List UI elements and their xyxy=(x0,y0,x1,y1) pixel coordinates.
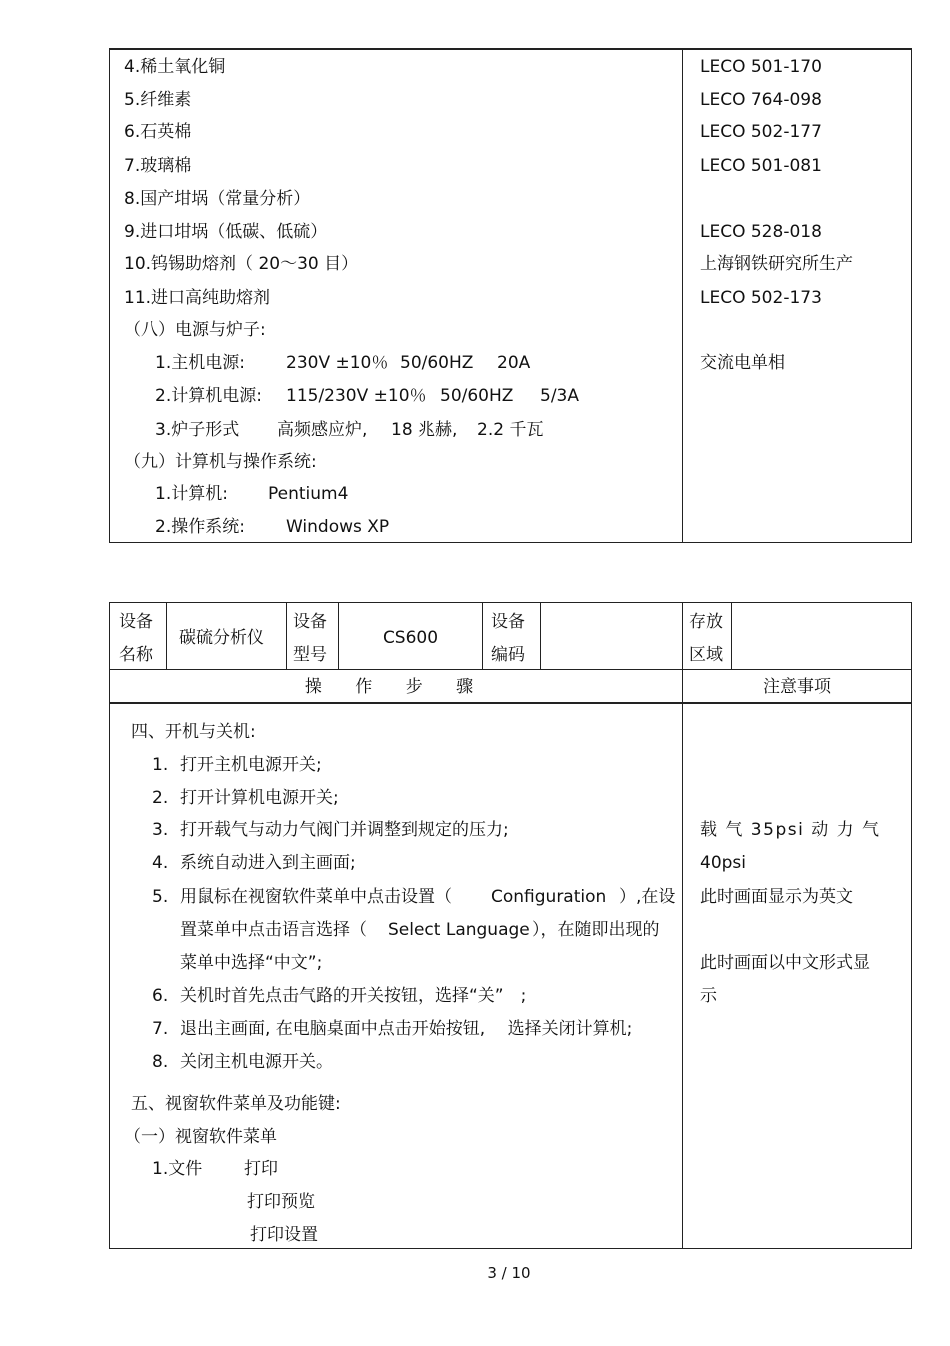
main-power-current: 20A xyxy=(497,353,531,373)
english-display-note: 此时画面显示为英文 xyxy=(700,887,853,907)
menu-file-label: 1.文件 xyxy=(152,1159,203,1179)
section-5-title: 五、视窗软件菜单及功能键: xyxy=(131,1094,341,1114)
header-divider xyxy=(731,603,732,669)
step-5-text-d: 置菜单中点击语言选择（ xyxy=(180,920,367,940)
main-power-label: 1.主机电源: xyxy=(155,353,245,373)
step-text: 退出主画面, 在电脑桌面中点击开始按钮, 选择关闭计算机; xyxy=(180,1019,633,1039)
step-text: 系统自动进入到主画面; xyxy=(180,853,356,873)
material-code: LECO 528-018 xyxy=(700,222,822,242)
main-power-note: 交流电单相 xyxy=(700,353,785,373)
header-row-border xyxy=(110,669,911,670)
step-text: 关机时首先点击气路的开关按钮，选择“关” ; xyxy=(180,986,527,1006)
gas-pressure-note: 载 气 35psi 动 力 气 xyxy=(700,820,881,840)
power-heading: （八）电源与炉子: xyxy=(124,320,266,340)
section-4-title: 四、开机与关机: xyxy=(131,722,256,742)
material-name: 6.石英棉 xyxy=(124,122,192,142)
furnace-frequency: 18 兆赫, xyxy=(391,420,458,440)
header-divider xyxy=(482,603,483,669)
steps-column-header: 操 作 步 骤 xyxy=(304,677,488,697)
procedure-table-divider xyxy=(682,603,683,1248)
menu-item-print-preview: 打印预览 xyxy=(247,1192,315,1212)
device-name-label: 设备 xyxy=(119,612,153,632)
step-number: 7. xyxy=(152,1019,169,1039)
device-name-value: 碳硫分析仪 xyxy=(179,628,264,648)
step-5-text-b: Configuration xyxy=(491,887,607,907)
step-5-text-c: ）,在设 xyxy=(619,887,676,907)
pc-power-frequency: 50/60HZ xyxy=(440,386,514,406)
material-name: 4.稀土氧化铜 xyxy=(124,57,226,77)
furnace-type: 高频感应炉, xyxy=(277,420,368,440)
material-name: 7.玻璃棉 xyxy=(124,156,192,176)
material-name: 9.进口坩埚（低碳、低硫） xyxy=(124,222,328,242)
main-power-voltage: 230V ±10％ xyxy=(286,353,389,373)
step-text: 打开载气与动力气阀门并调整到规定的压力; xyxy=(180,820,509,840)
storage-label: 存放 xyxy=(689,612,723,632)
column-header-border xyxy=(110,702,911,704)
device-model-label: 设备 xyxy=(293,612,327,632)
furnace-power: 2.2 千瓦 xyxy=(477,420,544,440)
materials-table-divider xyxy=(682,49,683,542)
step-text: 打开主机电源开关; xyxy=(180,755,322,775)
material-code: LECO 764-098 xyxy=(700,90,822,110)
step-number: 4. xyxy=(152,853,169,873)
computer-value: Pentium4 xyxy=(268,484,349,504)
step-text: 打开计算机电源开关; xyxy=(180,788,339,808)
os-label: 2.操作系统: xyxy=(155,517,245,537)
device-code-label: 设备 xyxy=(491,612,525,632)
material-code: LECO 501-170 xyxy=(700,57,822,77)
material-code: 上海钢铁研究所生产 xyxy=(700,254,853,274)
computer-label: 1.计算机: xyxy=(155,484,228,504)
header-divider xyxy=(166,603,167,669)
step-number: 8. xyxy=(152,1052,169,1072)
device-name-label: 名称 xyxy=(119,645,153,665)
os-value: Windows XP xyxy=(286,517,390,537)
step-number: 6. xyxy=(152,986,169,1006)
step-number: 5. xyxy=(152,887,169,907)
material-name: 8.国产坩埚（常量分析） xyxy=(124,189,311,209)
chinese-display-note: 此时画面以中文形式显 xyxy=(700,953,870,973)
step-number: 3. xyxy=(152,820,169,840)
page-number: 3 / 10 xyxy=(487,1264,531,1282)
device-code-label: 编码 xyxy=(491,645,525,665)
main-power-frequency: 50/60HZ xyxy=(400,353,474,373)
pc-power-label: 2.计算机电源: xyxy=(155,386,262,406)
material-code: LECO 502-173 xyxy=(700,288,822,308)
device-model-label: 型号 xyxy=(293,645,327,665)
chinese-display-note-2: 示 xyxy=(700,986,717,1006)
material-name: 5.纤维素 xyxy=(124,90,192,110)
menu-item-print-setup: 打印设置 xyxy=(250,1225,318,1245)
device-model-value: CS600 xyxy=(382,628,439,648)
step-number: 2. xyxy=(152,788,169,808)
notes-column-header: 注意事项 xyxy=(763,677,831,697)
gas-pressure-note-2: 40psi xyxy=(700,853,747,873)
step-5-text-e: Select Language xyxy=(388,920,530,940)
header-divider xyxy=(286,603,287,669)
computer-heading: （九）计算机与操作系统: xyxy=(124,452,317,472)
step-number: 1. xyxy=(152,755,169,775)
header-divider xyxy=(540,603,541,669)
step-text: 关闭主机电源开关。 xyxy=(180,1052,333,1072)
furnace-label: 3.炉子形式 xyxy=(155,420,240,440)
step-5-text-g: 菜单中选择“中文”; xyxy=(180,953,323,973)
material-code: LECO 501-081 xyxy=(700,156,822,176)
material-code: LECO 502-177 xyxy=(700,122,822,142)
subsection-1-title: （一）视窗软件菜单 xyxy=(124,1127,277,1147)
pc-power-current: 5/3A xyxy=(540,386,579,406)
storage-label: 区域 xyxy=(689,645,723,665)
menu-item-print: 打印 xyxy=(244,1159,278,1179)
material-name: 11.进口高纯助熔剂 xyxy=(124,288,271,308)
material-name: 10.钨锡助熔剂（ 20～30 目） xyxy=(124,254,359,274)
step-5-text-f: ），在随即出现的 xyxy=(532,920,660,940)
pc-power-voltage: 115/230V ±10％ xyxy=(286,386,427,406)
step-5-text-a: 用鼠标在视窗软件菜单中点击设置（ xyxy=(180,887,452,907)
